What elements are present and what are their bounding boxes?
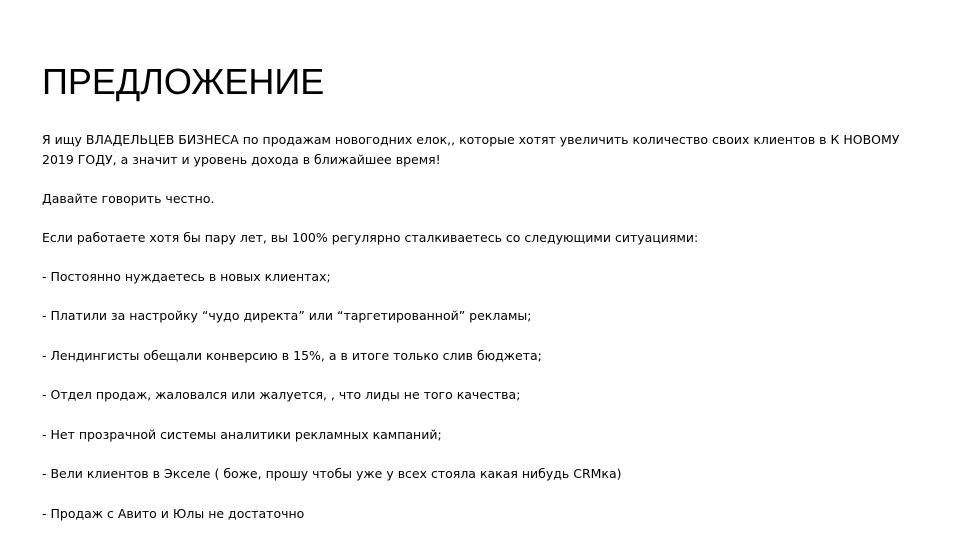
slide-body — [42, 130, 912, 543]
situations-lead-paragraph: Если работаете хотя бы пару лет, вы 100% регулярно сталкиваетесь со следующими ситуациями: — [42, 229, 699, 245]
intro-paragraph: Я ищу ВЛАДЕЛЬЦЕВ БИЗНЕСА по продажам новогодних елок,, которые хотят увеличить количество своих клиентов в К НОВОМУ 2019 ГОДУ, а значит и уровень дохода в ближайшее время! — [42, 132, 900, 167]
list-item: - Нет прозрачной системы аналитики рекламных кампаний; — [42, 426, 442, 442]
list-item: - Лендингисты обещали конверсию в 15%, а в итоге только слив бюджета; — [42, 347, 542, 363]
list-item: - Отдел продаж, жаловался или жалуется, , что лиды не того качества; — [42, 387, 521, 402]
list-item: - Платили за настройку “чудо директа” или “таргетированной” рекламы; — [42, 308, 532, 323]
list-item: - Вели клиентов в Экселе ( боже, прошу чтобы уже у всех стояла какая нибудь CRMка) — [42, 466, 622, 481]
honest-paragraph: Давайте говорить честно. — [42, 190, 215, 206]
list-item: - Постоянно нуждаетесь в новых клиентах; — [42, 268, 331, 284]
slide-title: ПРЕДЛОЖЕНИЕ — [42, 61, 325, 102]
list-item: - Продаж с Авито и Юлы не достаточно — [42, 505, 305, 521]
